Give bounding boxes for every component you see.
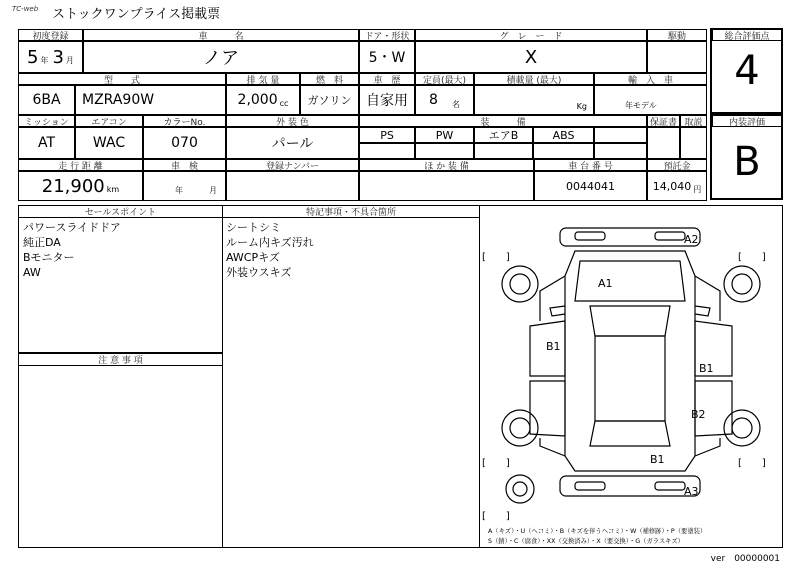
load-value <box>474 85 594 115</box>
logo: TC-web <box>12 5 39 13</box>
label-inspection: 車 検 <box>143 159 226 171</box>
displacement-number: 2,000 <box>237 92 278 108</box>
label-interior-score: 内装評価 <box>712 115 782 127</box>
other-equipment-value <box>359 171 534 201</box>
note-item: AWCPキズ <box>226 251 280 264</box>
label-fuel: 燃 料 <box>300 73 359 85</box>
label-history: 車 歴 <box>359 73 415 85</box>
bracket-bottom-left: [ ] <box>482 458 510 469</box>
sales-point-item: 純正DA <box>23 236 61 249</box>
label-caution: 注 意 事 項 <box>18 353 223 366</box>
label-door-type: ドア・形状 <box>359 29 415 41</box>
mileage-number: 21,900 <box>41 175 105 197</box>
legend-line-2: S（錆）・C（腐食）・XX（交換済み）・X（要交換）・G（ガラスキズ） <box>488 538 684 545</box>
sales-point-item: Bモニター <box>23 251 75 264</box>
label-notes: 特記事項・不具合箇所 <box>222 205 480 218</box>
insp-month-unit: 月 <box>209 186 217 195</box>
equipment-abs: ABS <box>533 127 594 143</box>
bracket-top-left: [ ] <box>482 252 510 263</box>
load-unit: Kg <box>576 102 587 111</box>
deposit-unit: 円 <box>693 185 702 194</box>
car-damage-diagram <box>480 206 782 547</box>
history-value: 自家用 <box>359 85 415 115</box>
mark-b1-right: B1 <box>699 362 714 375</box>
equipment-empty-1 <box>594 127 647 143</box>
label-color-no: カラーNo. <box>143 115 226 127</box>
drive-value <box>647 41 707 73</box>
capacity-value <box>415 85 474 115</box>
label-import: 輸 入 車 <box>594 73 707 85</box>
displacement-unit: cc <box>279 99 289 108</box>
mark-b2: B2 <box>691 408 706 421</box>
sales-point-item: パワースライドドア <box>23 221 121 234</box>
label-warranty: 保証書 <box>647 115 680 127</box>
version-label: ver 00000001 <box>710 554 780 564</box>
label-aircon: エアコン <box>75 115 143 127</box>
caution-section <box>18 353 223 548</box>
label-equipment: 装 備 <box>359 115 647 127</box>
notes-list <box>226 220 314 280</box>
equipment-empty-2 <box>359 143 415 159</box>
exterior-color-value: パール <box>226 127 359 159</box>
reg-year-unit: 年 <box>40 56 49 65</box>
label-drive: 駆動 <box>647 29 707 41</box>
inspection-value <box>143 171 226 201</box>
displacement-value <box>226 85 300 115</box>
door-type-value: 5・W <box>359 41 415 73</box>
deposit-number: 14,040 <box>652 179 692 193</box>
model-prefix-value: 6BA <box>18 85 75 115</box>
car-name-value: ノア <box>83 41 359 73</box>
label-model: 型 式 <box>18 73 226 85</box>
label-deposit: 預託金 <box>647 159 707 171</box>
label-manual: 取説 <box>680 115 707 127</box>
equipment-empty-5 <box>533 143 594 159</box>
label-chassis-no: 車 台 番 号 <box>534 159 647 171</box>
import-value <box>594 85 707 115</box>
note-item: ルーム内キズ汚れ <box>226 236 314 249</box>
interior-score-value: B <box>733 139 761 185</box>
chassis-no-value: 0044041 <box>534 171 647 201</box>
bracket-bottom-right: [ ] <box>738 458 766 469</box>
label-load: 積載量 (最大) <box>474 73 594 85</box>
bracket-spare: [ ] <box>482 511 510 522</box>
sales-point-item: AW <box>23 266 41 279</box>
aircon-value: WAC <box>75 127 143 159</box>
page-title: ストックワンプライス掲載票 <box>52 7 221 22</box>
label-car-name: 車 名 <box>83 29 359 41</box>
equipment-empty-4 <box>474 143 533 159</box>
label-reg-number: 登録ナンバー <box>226 159 359 171</box>
bracket-top-right: [ ] <box>738 252 766 263</box>
label-displacement: 排 気 量 <box>226 73 300 85</box>
capacity-number: 8 <box>429 92 438 108</box>
equipment-empty-6 <box>594 143 647 159</box>
equipment-empty-3 <box>415 143 474 159</box>
mark-a2: A2 <box>684 233 699 246</box>
label-sales-points: セールスポイント <box>18 205 223 218</box>
fuel-value: ガソリン <box>300 85 359 115</box>
label-mileage: 走 行 距 離 <box>18 159 143 171</box>
equipment-airbag: エアB <box>474 127 533 143</box>
insp-year-unit: 年 <box>175 186 183 195</box>
warranty-value <box>647 127 680 159</box>
mark-a1: A1 <box>598 277 613 290</box>
label-grade: グ レ ー ド <box>415 29 647 41</box>
model-value: MZRA90W <box>75 85 226 115</box>
note-item: シートシミ <box>226 221 281 234</box>
label-mission: ミッション <box>18 115 75 127</box>
note-item: 外装ウスキズ <box>226 266 292 279</box>
reg-number-value <box>226 171 359 201</box>
capacity-unit: 名 <box>451 100 460 109</box>
overall-score-value: 4 <box>734 48 760 94</box>
legend-line-1: A（キズ）・U（ヘコミ）・B（キズを伴うヘコミ）・W（補修跡）・P（要塗装） <box>488 528 707 535</box>
mark-b1-left: B1 <box>546 340 561 353</box>
equipment-pw: PW <box>415 127 474 143</box>
mileage-unit: km <box>106 185 120 194</box>
label-overall-score: 総合評価点 <box>712 29 782 41</box>
grade-value: X <box>415 41 647 73</box>
first-reg-value <box>18 41 83 73</box>
label-capacity: 定員(最大) <box>415 73 474 85</box>
import-model-label: 年モデル <box>625 101 657 110</box>
label-other-equipment: ほ か 装 備 <box>359 159 534 171</box>
reg-month: 3 <box>52 46 64 68</box>
reg-year: 5 <box>27 46 39 68</box>
mission-value: AT <box>18 127 75 159</box>
label-exterior-color: 外 装 色 <box>226 115 359 127</box>
mileage-value <box>18 171 143 201</box>
deposit-value <box>647 171 707 201</box>
manual-value <box>680 127 707 159</box>
sales-points-list <box>23 220 121 280</box>
mark-a3: A3 <box>684 485 699 498</box>
reg-month-unit: 月 <box>65 56 74 65</box>
label-first-reg: 初度登録 <box>18 29 83 41</box>
mark-b1-bottom: B1 <box>650 453 665 466</box>
color-no-value: 070 <box>143 127 226 159</box>
equipment-ps: PS <box>359 127 415 143</box>
